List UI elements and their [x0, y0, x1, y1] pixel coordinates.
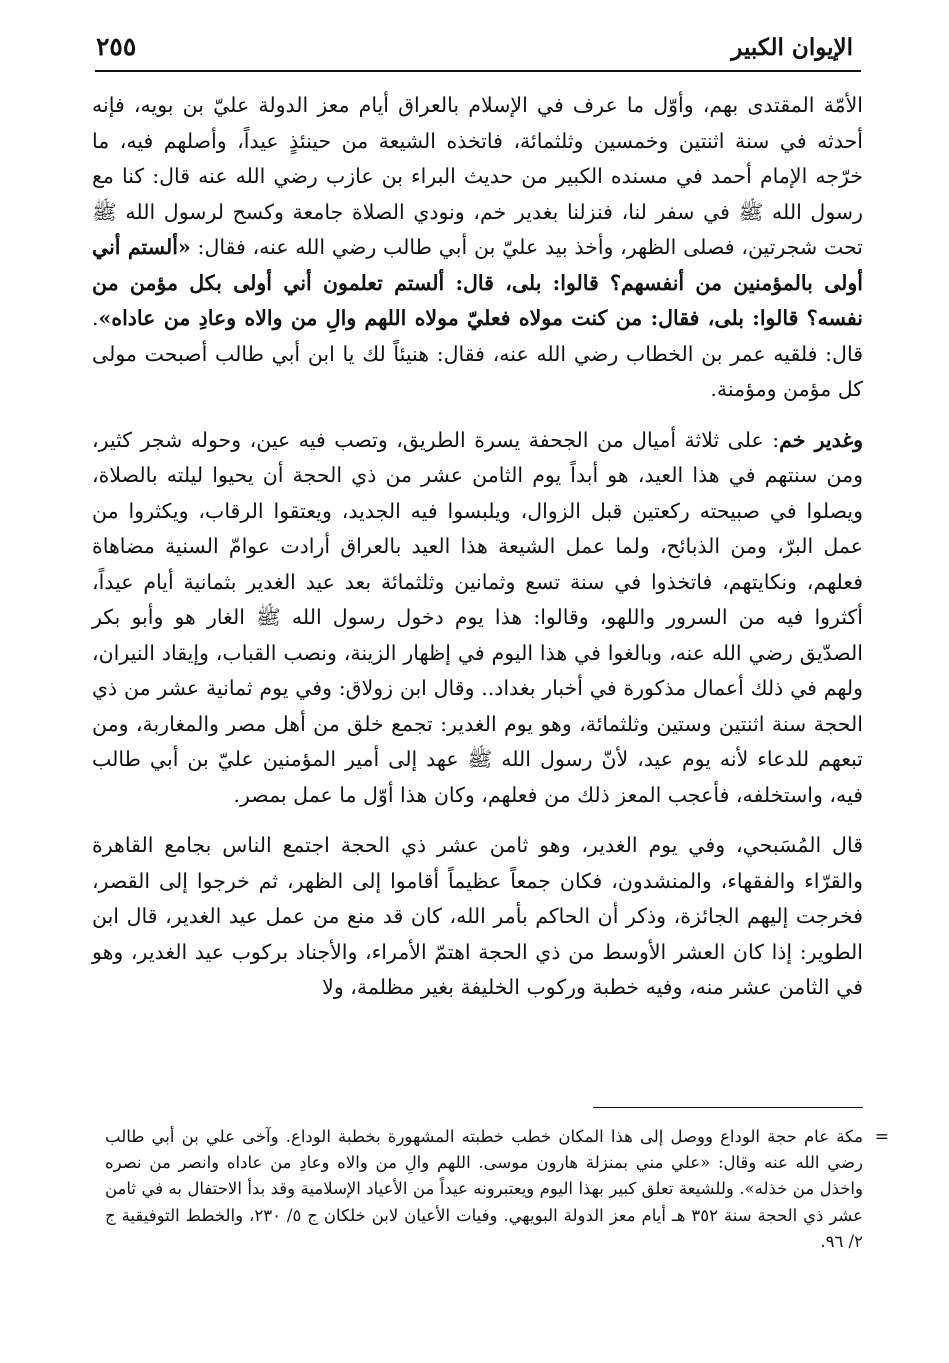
paragraph-2 [92, 423, 863, 814]
paragraph-3: قال المُسَبحي، وفي يوم الغدير، وهو ثامن عشر ذي الحجة اجتمع الناس بجامع القاهرة والقرّاء والفقهاء، والمنشدون، فكان جمعاً عظيماً أقاموا إلى الظهر، ثم خرجوا إلى القصر، فخرجت إليهم الجائزة، وذكر أن الحاكم بأمر الله، كان قد منع من عمل عيد الغدير، قال ابن الطوير: إذا كان العشر الأوسط من ذي الحجة اهتمّ الأمراء، والأجناد بركوب عيد الغدير، وهو في الثامن عشر منه، وفيه خطبة وركوب الخليفة بغير مظلمة، ولا [92, 833, 863, 999]
paragraph-2-text: : على ثلاثة أميال من الجحفة يسرة الطريق، وتصب فيه عين، وحوله شجر كثير، ومن سنتهم في هذا العيد، هو أبداً يوم الثامن عشر من ذي الحجة أن يحيوا ليلته بالصلاة، ويصلوا في صبيحته ركعتين قبل الزوال، ويلبسوا فيه الجديد، ويعتقوا الرقاب، ويكثروا من عمل البرّ، ومن الذبائح، ولما عمل الشيعة هذا العيد بالعراق أرادت عوامّ السنية مضاهاة فعلهم، ونكايتهم، فاتخذوا في سنة تسع وثمانين وثلثمائة بعد عيد الغدير بثمانية أيام عيداً، أكثروا فيه من السرور واللهو، وقالوا: هذا يوم دخول رسول الله ﷺ الغار هو وأبو بكر الصدّيق رضي الله عنه، وبالغوا في هذا اليوم في إظهار الزينة، ونصب القباب، وإيقاد النيران، ولهم في ذلك أعمال مذكورة في أخبار بغداد.. وقال ابن زولاق: وفي يوم ثمانية عشر من ذي الحجة سنة اثنتين وستين وثلثمائة، وهو يوم الغدير: تجمع خلق من أهل مصر والمغاربة، ومن تبعهم للدعاء لأنه يوم عيد، لأنّ رسول الله ﷺ عهد إلى أمير المؤمنين عليّ بن أبي طالب فيه، واستخلفه، فأعجب المعز ذلك من فعلهم، وكان هذا أوّل ما عمل بمصر. [92, 427, 863, 807]
paragraph-1 [92, 88, 863, 408]
paragraph-1-end: . قال: فلقيه عمر بن الخطاب رضي الله عنه، فقال: هنيئاً لك يا ابن أبي طالب أصبحت مولى كل مؤمن ومؤمنة. [92, 306, 863, 401]
footnote-rule [593, 1107, 863, 1108]
running-title: الإيوان الكبير [731, 34, 853, 61]
footnote [105, 1124, 889, 1255]
paragraph-2-lead: وغدير خم [779, 427, 863, 452]
footnote-continuation-mark: = [874, 1127, 889, 1147]
paragraph-1-intro: الأمّة المقتدى بهم، وأوّل ما عرف في الإسلام بالعراق أيام معز الدولة عليّ بن بويه، فإنه أحدثه في سنة اثنتين وخمسين وثلثمائة، فاتخذه الشيعة من حينئذٍ عيداً، وأصلهم فيه، ما خرّجه الإمام أحمد في مسنده الكبير من حديث البراء بن عازب رضي الله عنه قال: كنا مع رسول الله ﷺ في سفر لنا، فنزلنا بغدير خم، ونودي الصلاة جامعة وكسح لرسول الله ﷺ تحت شجرتين، فصلى الظهر، وأخذ بيد عليّ بن أبي طالب رضي الله عنه، فقال: [92, 93, 864, 259]
header-rule [95, 70, 861, 72]
page-number: ٢٥٥ [96, 32, 137, 61]
main-text [92, 88, 863, 1006]
footnote-text: مكة عام حجة الوداع ووصل إلى هذا المكان خطب خطبته المشهورة بخطبة الوداع. وآخى علي بن أبي طالب رضي الله عنه وقال: «علي مني بمنزلة هارون موسى. اللهم والِ من والاه وعادِ من عاداه وانصر من نصره واخذل من خذله». وللشيعة تعلق كبير بهذا اليوم ويعتبرونه عيداً من الأعياد الإسلامية وقد بدأ الاحتفال به في ثامن عشر ذي الحجة سنة ٣٥٢ هـ أيام معز الدولة البويهي. وفيات الأعيان لابن خلكان ج ٥/ ٢٣٠، والخطط التوفيقية ج ٢/ ٩٦. [105, 1127, 864, 1251]
hadith-quote: «ألستم أني أولى بالمؤمنين من أنفسهم؟ قالوا: بلى، قال: ألستم تعلمون أني أولى بكل مؤمن من نفسه؟ قالوا: بلى، فقال: من كنت مولاه فعليّ مولاه اللهم والِ من والاه وعادِ من عاداه» [92, 235, 863, 330]
